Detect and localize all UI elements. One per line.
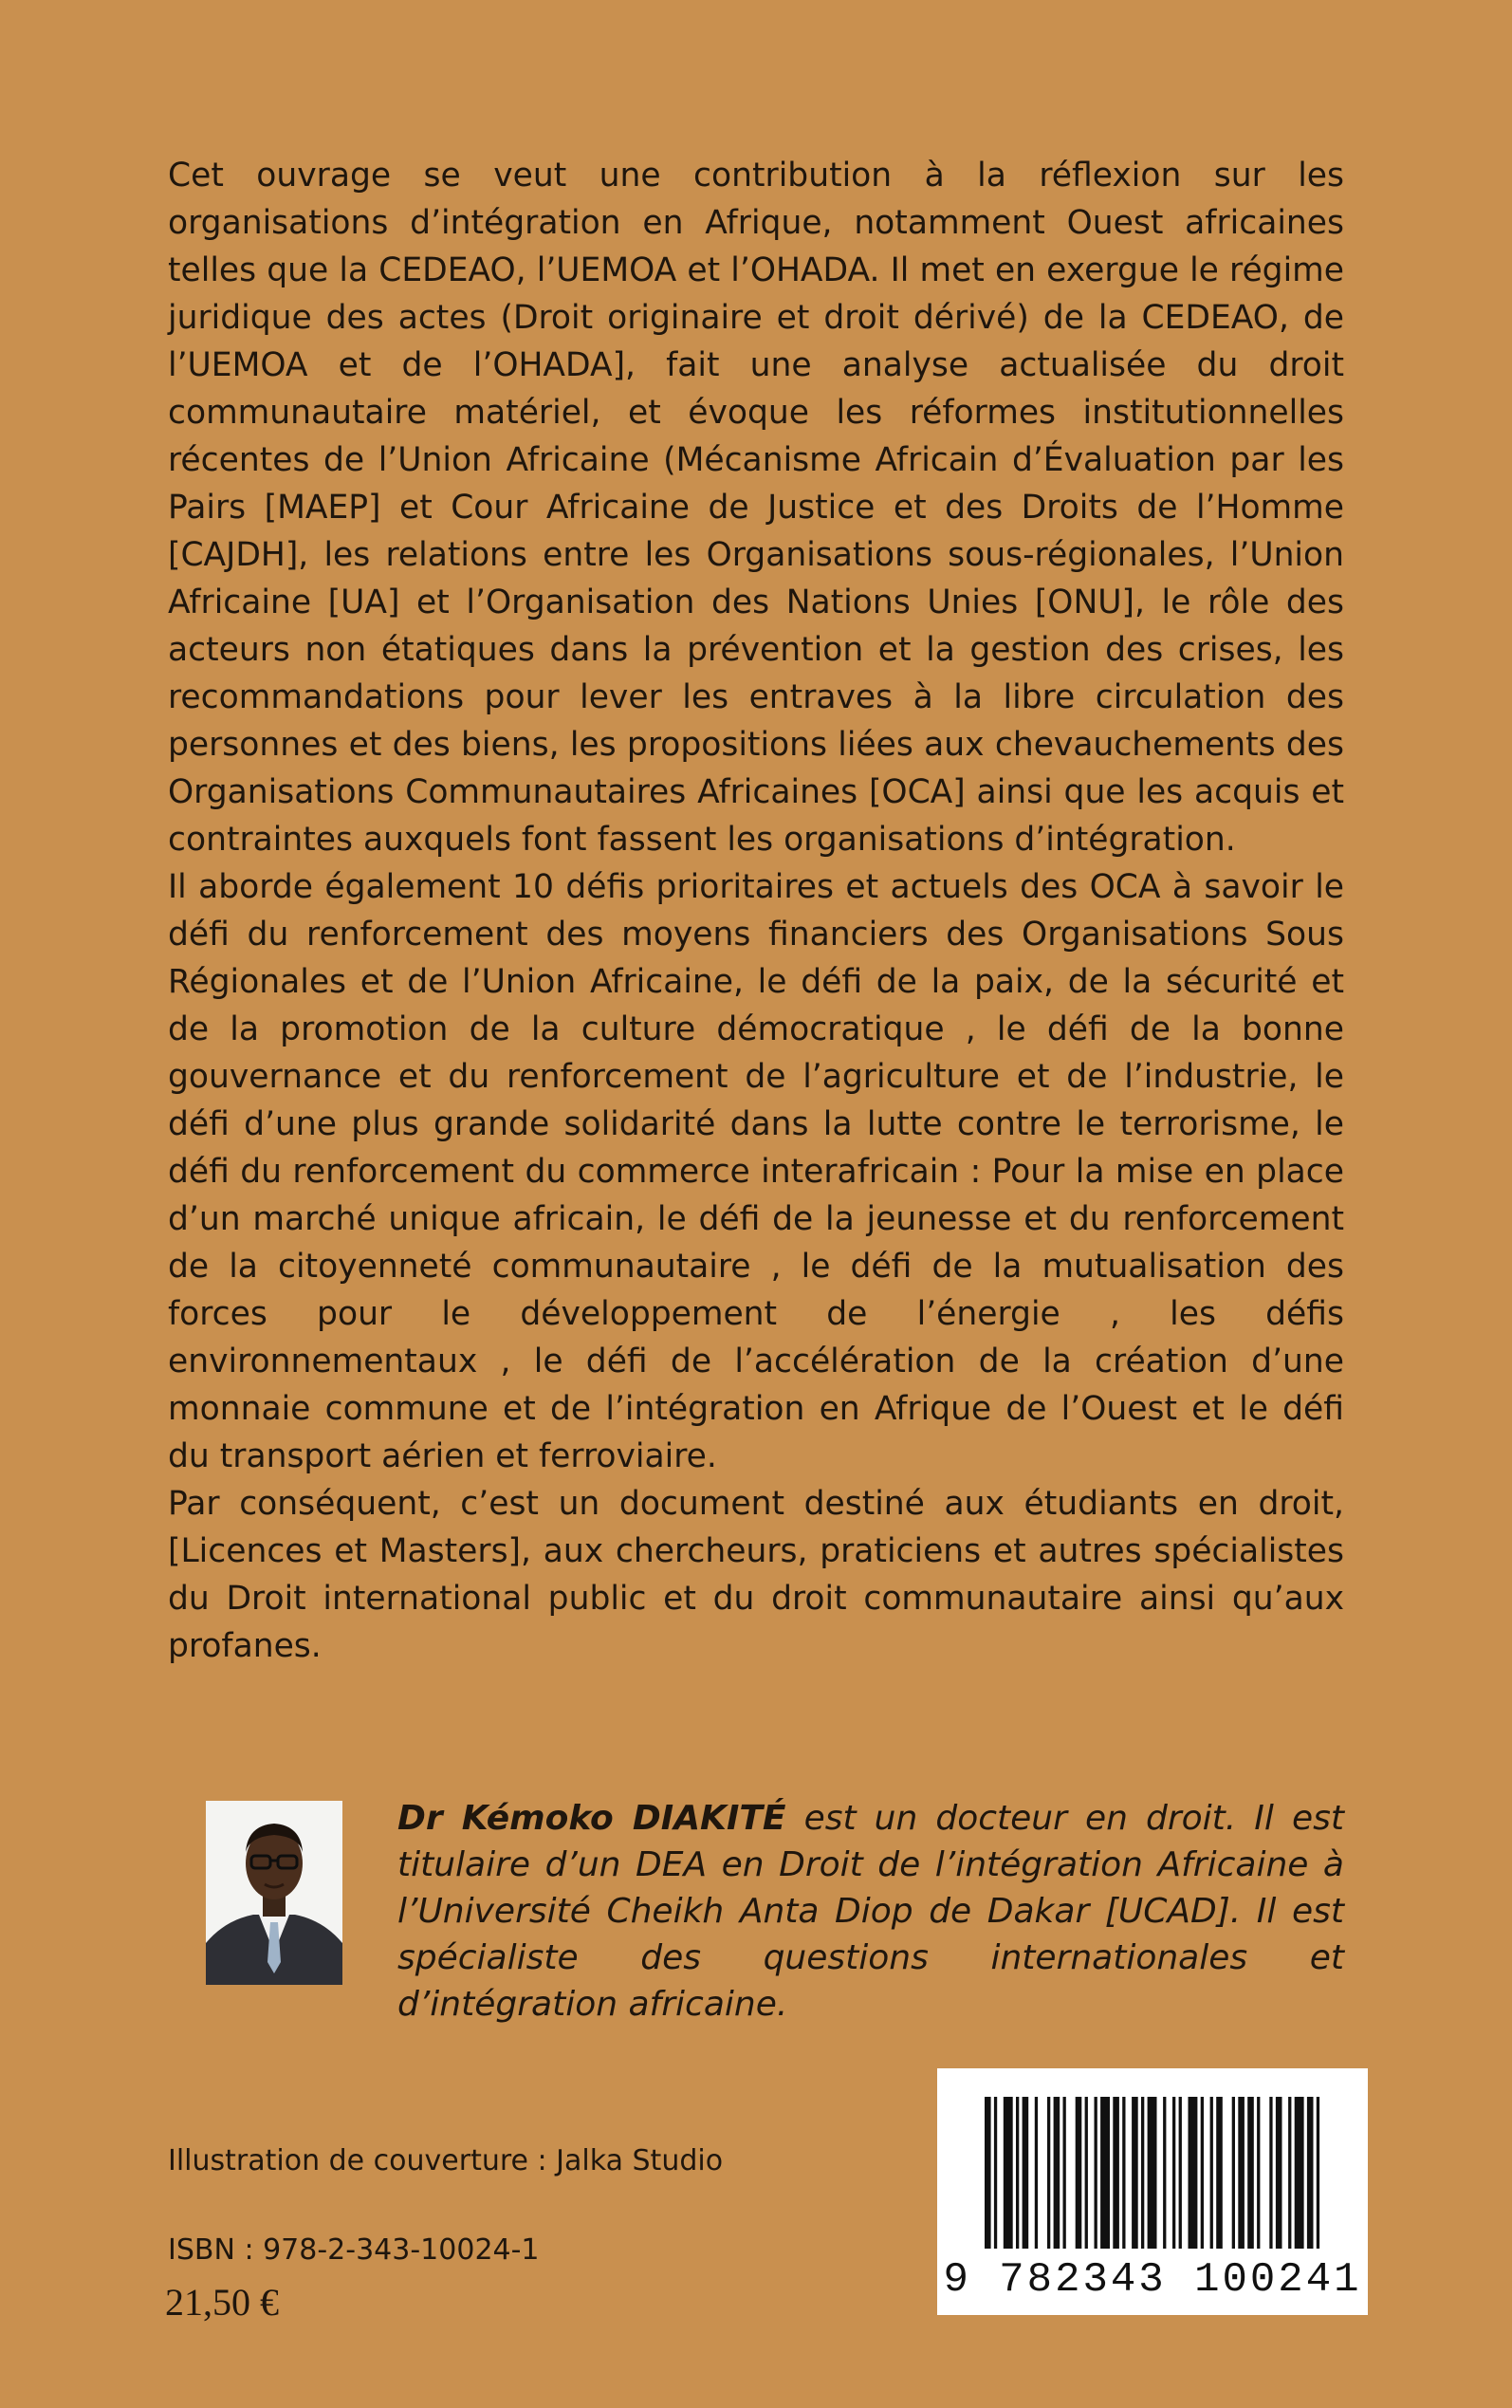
barcode-bar (1288, 2097, 1291, 2249)
barcode-bar (1172, 2097, 1175, 2249)
barcode-bar (1163, 2097, 1166, 2249)
barcode-bar (1023, 2097, 1029, 2249)
author-photo (206, 1801, 342, 1985)
back-cover-summary (168, 152, 1344, 1670)
barcode-bar (1276, 2097, 1282, 2249)
barcode-bar (1307, 2097, 1314, 2249)
barcode-bar (1216, 2097, 1223, 2249)
summary-paragraph-2: Il aborde également 10 défis prioritaires et actuels des OCA à savoir le défi du renforcement des moyens financiers des Organisations Sous Régionales et de l’Union Africaine, le défi de la paix, de la sécurité et de la promotion de la culture démocratique , le défi de la bonne gouvernance et du renforcement de l’agriculture et de l’industrie, le défi d’une plus grande solidarité dans la lutte contre le terrorisme, le défi du renforcement du commerce interafricain : Pour la mise en place d’un marché unique africain, le défi de la jeunesse et du renforcement de la citoyenneté communautaire , le défi de la mutualisation des forces pour le développement de l’énergie , les défis environnementaux , le défi de l’accélération de la création d’une monnaie commune et de l’intégration en Afrique de l’Ouest et le défi du transport aérien et ferroviaire. (168, 868, 1344, 1475)
author-portrait-image (206, 1801, 342, 1985)
barcode-bar (1257, 2097, 1260, 2249)
barcode-bar (1095, 2097, 1097, 2249)
barcode-bar (1132, 2097, 1138, 2249)
barcode-bar (1054, 2097, 1060, 2249)
barcode-digits: 9 782343 100241 (943, 2256, 1362, 2304)
barcode-bar (1076, 2097, 1082, 2249)
cover-illustration-credit: Illustration de couverture : Jalka Studio (168, 2144, 724, 2177)
barcode-bar (1247, 2097, 1254, 2249)
summary-paragraph-1: Cet ouvrage se veut une contribution à la réflexion sur les organisations d’intégration en Afrique, notamment Ouest africaines telles que la CEDEAO, l’UEMOA et l’OHADA. Il met en exergue le régime juridique des actes (Droit originaire et droit dérivé) de la CEDEAO, de l’UEMOA et de l’OHADA], fait une analyse actualisée du droit communautaire matériel, et évoque les réformes institutionnelles récentes de l’Union Africaine (Mécanisme Africain d’Évaluation par les Pairs [MAEP] et Cour Africaine de Justice et des Droits de l’Homme [CAJDH], les relations entre les Organisations sous-régionales, l’Union Africaine [UA] et l’Organisation des Nations Unies [ONU], le rôle des acteurs non étatiques dans la prévention et la gestion des crises, les recommandations pour lever les entraves à la libre circulation des personnes et des biens, les propositions liées aux chevauchements des Organisations Communautaires Africaines [OCA] ainsi que les acquis et contraintes auxquels font fassent les organisations d’intégration. (168, 157, 1344, 859)
barcode-bar (1148, 2097, 1157, 2249)
barcode-bar (1141, 2097, 1144, 2249)
author-name: Dr Kémoko DIAKITÉ (397, 1799, 786, 1838)
barcode-bars-image (985, 2097, 1320, 2249)
barcode-bar (1122, 2097, 1125, 2249)
barcode-bar (1113, 2097, 1119, 2249)
barcode-bar (1063, 2097, 1066, 2249)
barcode-bar (1232, 2097, 1235, 2249)
barcode-bar (1085, 2097, 1088, 2249)
barcode-bar (985, 2097, 991, 2249)
barcode-bar (1189, 2097, 1198, 2249)
isbn-number: ISBN : 978-2-343-10024-1 (168, 2233, 540, 2267)
author-bio-text (397, 1795, 1344, 2028)
barcode-bar (1295, 2097, 1304, 2249)
book-price: 21,50 € (165, 2281, 279, 2324)
barcode-bar (1035, 2097, 1038, 2249)
barcode-bar (1100, 2097, 1110, 2249)
barcode-bar (994, 2097, 997, 2249)
barcode-bar (1269, 2097, 1272, 2249)
barcode-panel (937, 2068, 1368, 2315)
summary-paragraph-3: Par conséquent, c’est un document destiné aux étudiants en droit, [Licences et Masters], aux chercheurs, praticiens et autres spécialistes du Droit international public et du droit communautaire ainsi qu’aux profanes. (168, 1485, 1344, 1665)
barcode-bar (1201, 2097, 1204, 2249)
barcode-bar (1210, 2097, 1213, 2249)
barcode-bar (1016, 2097, 1019, 2249)
author-bio-body: est un docteur en droit. Il est titulaire d’un DEA en Droit de l’intégration Africaine à l’Université Cheikh Anta Diop de Dakar [UCAD]. Il est spécialiste des questions internationales et d’intégration africaine. (397, 1799, 1344, 2024)
barcode-bar (1004, 2097, 1013, 2249)
barcode-bar (1238, 2097, 1245, 2249)
barcode-bar (1047, 2097, 1050, 2249)
author-biography (397, 1795, 1344, 2028)
barcode-bar (1317, 2097, 1319, 2249)
barcode-bar (1179, 2097, 1182, 2249)
